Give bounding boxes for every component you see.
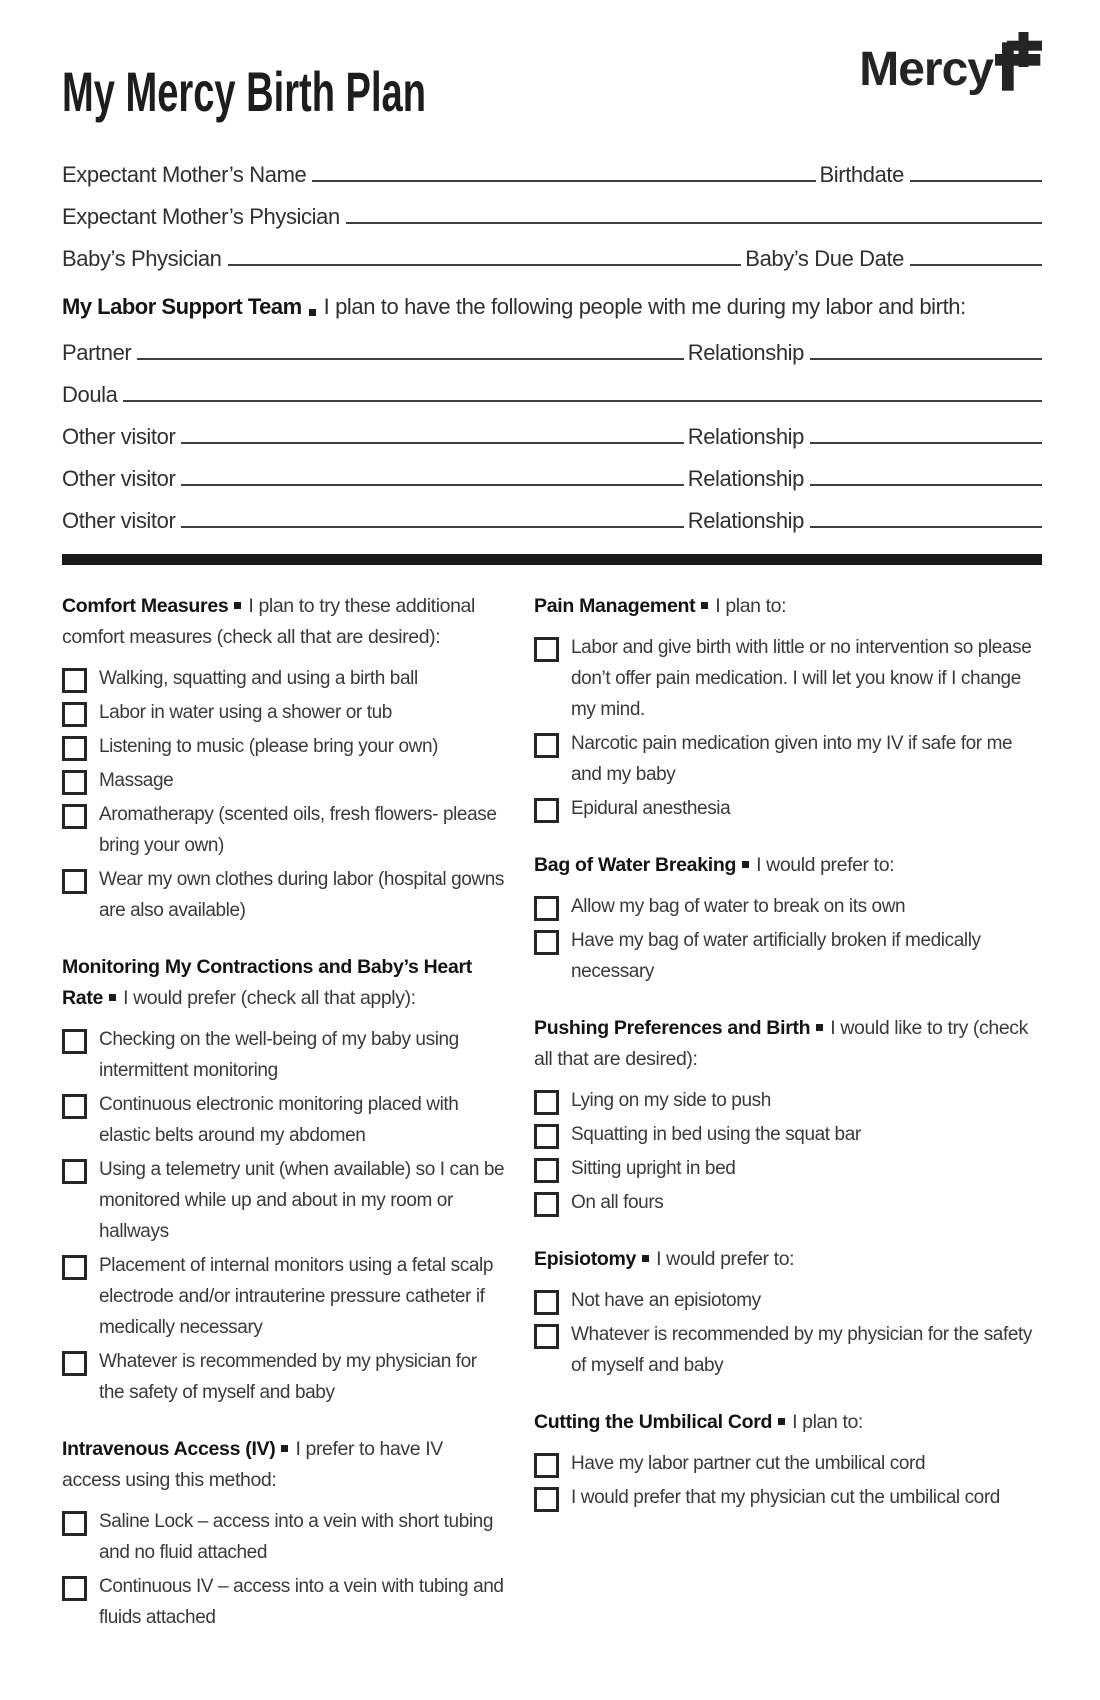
checklist-item-label: Lying on my side to push — [571, 1090, 771, 1111]
checklist-item-label: Labor and give birth with little or no intervention so please don’t offer pain medication. I will let you know if I change my mind. — [571, 637, 1032, 720]
checklist-item-label: Narcotic pain medication given into my IV if safe for me and my baby — [571, 733, 1013, 785]
support-team-fields — [62, 324, 1042, 534]
field-label: Baby’s Physician — [62, 246, 222, 271]
fill-in-blank-line[interactable] — [810, 524, 1042, 528]
checklist-column-left — [62, 591, 506, 1636]
field-label: Relationship — [687, 340, 804, 365]
checklist-section — [62, 591, 506, 926]
checklist-item — [62, 1250, 506, 1343]
checkbox[interactable] — [534, 1090, 559, 1115]
checklist-item — [534, 793, 1042, 824]
checkbox[interactable] — [62, 1094, 87, 1119]
checklist-section — [534, 1013, 1042, 1218]
checklist-item — [62, 1571, 506, 1633]
checklist-item-label: Sitting upright in bed — [571, 1158, 736, 1179]
checkbox[interactable] — [534, 1192, 559, 1217]
fill-in-blank-line[interactable] — [181, 482, 683, 486]
checklist-item-label: Whatever is recommended by my physician for the safety of myself and baby — [571, 1324, 1032, 1376]
checkbox[interactable] — [534, 1158, 559, 1183]
square-bullet-icon — [234, 602, 241, 609]
page-title: My Mercy Birth Plan — [62, 60, 426, 123]
mercy-double-cross-icon — [995, 32, 1042, 91]
square-bullet-icon — [642, 1255, 649, 1262]
checkbox[interactable] — [62, 702, 87, 727]
checklist-item-label: Labor in water using a shower or tub — [99, 702, 392, 723]
checklist-item — [62, 864, 506, 926]
field-label: Birthdate — [819, 162, 904, 187]
field-label: Expectant Mother’s Name — [62, 162, 307, 187]
support-team-row — [62, 408, 1042, 450]
support-team-row — [62, 492, 1042, 534]
checklist-item-label: Walking, squatting and using a birth ball — [99, 668, 418, 689]
section-heading-line — [62, 1434, 506, 1496]
support-team-row — [62, 450, 1042, 492]
checklist-item — [534, 1448, 1042, 1479]
support-team-heading: My Labor Support Team — [62, 294, 302, 319]
square-bullet-icon — [281, 1445, 288, 1452]
checklist-item — [62, 1506, 506, 1568]
section-intro: I plan to: — [792, 1411, 863, 1433]
checkbox[interactable] — [62, 1255, 87, 1280]
checklist-section — [534, 591, 1042, 824]
mercy-logo — [859, 43, 1042, 96]
checklist-item — [534, 1119, 1042, 1150]
checklist-item-label: Not have an episiotomy — [571, 1290, 761, 1311]
checklist-item — [62, 799, 506, 861]
section-heading-line — [534, 1013, 1042, 1075]
patient-info-row — [62, 230, 1042, 272]
checklist-item — [62, 1024, 506, 1086]
fill-in-blank-line[interactable] — [181, 524, 683, 528]
fill-in-blank-line[interactable] — [810, 356, 1042, 360]
field-label: Expectant Mother’s Physician — [62, 204, 340, 229]
checklist-item — [534, 891, 1042, 922]
checklist-item-label: Checking on the well-being of my baby using intermittent monitoring — [99, 1029, 459, 1081]
field-label: Baby’s Due Date — [745, 246, 904, 271]
section-heading-line — [534, 1244, 1042, 1275]
checklist-item-label: Squatting in bed using the squat bar — [571, 1124, 861, 1145]
checklist-section — [534, 850, 1042, 987]
square-bullet-icon — [816, 1024, 823, 1031]
fill-in-blank-line[interactable] — [810, 482, 1042, 486]
patient-info-row — [62, 188, 1042, 230]
checkbox[interactable] — [62, 736, 87, 761]
checklist-item — [534, 1285, 1042, 1316]
support-team-intro-text: I plan to have the following people with me during my labor and birth: — [323, 294, 966, 319]
square-bullet-icon — [701, 602, 708, 609]
checklist-item — [62, 731, 506, 762]
checklist-item-label: Allow my bag of water to break on its own — [571, 896, 906, 917]
checklist-item-label: Listening to music (please bring your own) — [99, 736, 439, 757]
patient-info-fields — [62, 146, 1042, 272]
checklist-item-label: Wear my own clothes during labor (hospital gowns are also available) — [99, 869, 504, 921]
checklist-item — [62, 697, 506, 728]
checklist-item-label: Massage — [99, 770, 174, 791]
checklist-section — [62, 1434, 506, 1633]
field-label: Doula — [62, 382, 118, 407]
support-team-row — [62, 366, 1042, 408]
fill-in-blank-line[interactable] — [810, 440, 1042, 444]
fill-in-blank-line[interactable] — [123, 398, 1042, 402]
field-label: Other visitor — [62, 508, 176, 533]
checklist-item-label: Epidural anesthesia — [571, 798, 731, 819]
square-bullet-icon — [742, 861, 749, 868]
section-heading-line — [62, 952, 506, 1014]
checklist-item — [62, 765, 506, 796]
field-label: Relationship — [687, 508, 804, 533]
fill-in-blank-line[interactable] — [137, 356, 683, 360]
checklist-section — [534, 1407, 1042, 1513]
checklist-item — [534, 728, 1042, 790]
checkbox[interactable] — [534, 1290, 559, 1315]
section-intro: I would prefer to: — [656, 1248, 795, 1270]
checkbox[interactable] — [534, 798, 559, 823]
field-label: Relationship — [687, 424, 804, 449]
fill-in-blank-line[interactable] — [346, 220, 1042, 224]
section-heading: Intravenous Access (IV) — [62, 1438, 276, 1460]
section-heading-line — [534, 1407, 1042, 1438]
checklist-item-label: Aromatherapy (scented oils, fresh flowers- please bring your own) — [99, 804, 497, 856]
patient-info-row — [62, 146, 1042, 188]
section-heading: Episiotomy — [534, 1248, 637, 1270]
checkbox[interactable] — [62, 1029, 87, 1054]
checkbox[interactable] — [534, 896, 559, 921]
checklist-item — [534, 1482, 1042, 1513]
checkbox[interactable] — [534, 930, 559, 955]
section-intro: I prefer to have IV access using this method: — [62, 1438, 443, 1491]
section-intro: I would prefer (check all that apply): — [123, 987, 416, 1009]
field-label: Other visitor — [62, 424, 176, 449]
checklist-item — [62, 1089, 506, 1151]
section-intro: I would like to try (check all that are desired): — [534, 1017, 1028, 1070]
checklist-item-label: Continuous electronic monitoring placed with elastic belts around my abdomen — [99, 1094, 459, 1146]
checklist-item — [534, 632, 1042, 725]
checkbox[interactable] — [62, 668, 87, 693]
checklist-item-label: Placement of internal monitors using a fetal scalp electrode and/or intrauterine pressure catheter if medically necessary — [99, 1255, 493, 1338]
field-label: Partner — [62, 340, 132, 365]
section-intro: I would prefer to: — [756, 854, 895, 876]
checklist-item — [534, 1187, 1042, 1218]
checklist-item-label: On all fours — [571, 1192, 664, 1213]
section-intro: I plan to: — [715, 595, 787, 617]
section-heading-line — [62, 591, 506, 653]
mercy-logo-text: Mercy — [859, 43, 993, 96]
section-heading: Bag of Water Breaking — [534, 854, 737, 876]
checkbox[interactable] — [62, 770, 87, 795]
checklist-section — [62, 952, 506, 1408]
checkbox[interactable] — [534, 1324, 559, 1349]
checklist-item-label: Whatever is recommended by my physician for the safety of myself and baby — [99, 1351, 477, 1403]
checklist-item-label: I would prefer that my physician cut the umbilical cord — [571, 1487, 1000, 1508]
checkbox[interactable] — [62, 1351, 87, 1376]
field-label: Relationship — [687, 466, 804, 491]
support-team-row — [62, 324, 1042, 366]
checklist-item — [62, 1154, 506, 1247]
field-label: Other visitor — [62, 466, 176, 491]
checklist-item — [534, 925, 1042, 987]
checklist-item-label: Continuous IV – access into a vein with tubing and fluids attached — [99, 1576, 504, 1628]
section-heading-line — [534, 850, 1042, 881]
checklist-item — [534, 1319, 1042, 1381]
section-heading: Monitoring My Contractions and Baby’s Heart Rate — [62, 956, 472, 1009]
section-heading: Cutting the Umbilical Cord — [534, 1411, 773, 1433]
checklist-section — [534, 1244, 1042, 1381]
checkbox[interactable] — [62, 1576, 87, 1601]
square-bullet-icon — [778, 1418, 785, 1425]
section-heading: Pushing Preferences and Birth — [534, 1017, 811, 1039]
checkbox[interactable] — [62, 804, 87, 829]
square-bullet-icon — [109, 994, 116, 1001]
checklist-item-label: Have my bag of water artificially broken if medically necessary — [571, 930, 981, 982]
fill-in-blank-line[interactable] — [910, 178, 1042, 182]
checkbox[interactable] — [62, 869, 87, 894]
section-divider-bar — [62, 554, 1042, 565]
support-team-intro-line — [62, 280, 1042, 320]
fill-in-blank-line[interactable] — [312, 178, 815, 182]
checkbox[interactable] — [62, 1511, 87, 1536]
checklist-item — [62, 663, 506, 694]
section-heading: Pain Management — [534, 595, 696, 617]
checklist-item-label: Have my labor partner cut the umbilical cord — [571, 1453, 926, 1474]
fill-in-blank-line[interactable] — [228, 262, 742, 266]
section-heading: Comfort Measures — [62, 595, 229, 617]
section-heading-line — [534, 591, 1042, 622]
checklist-item-label: Using a telemetry unit (when available) so I can be monitored while up and about in my room or hallways — [99, 1159, 505, 1242]
checklist-column-right — [534, 591, 1042, 1636]
checklist-columns — [62, 591, 1042, 1636]
section-intro: I plan to try these additional comfort measures (check all that are desired): — [62, 595, 475, 648]
checkbox[interactable] — [534, 733, 559, 758]
checklist-item — [534, 1153, 1042, 1184]
checkbox[interactable] — [62, 1159, 87, 1184]
checklist-item — [534, 1085, 1042, 1116]
fill-in-blank-line[interactable] — [181, 440, 683, 444]
checkbox[interactable] — [534, 1124, 559, 1149]
checklist-item — [62, 1346, 506, 1408]
checkbox[interactable] — [534, 1453, 559, 1478]
checkbox[interactable] — [534, 637, 559, 662]
checklist-item-label: Saline Lock – access into a vein with short tubing and no fluid attached — [99, 1511, 494, 1563]
square-bullet-icon — [309, 309, 316, 316]
fill-in-blank-line[interactable] — [910, 262, 1042, 266]
checkbox[interactable] — [534, 1487, 559, 1512]
